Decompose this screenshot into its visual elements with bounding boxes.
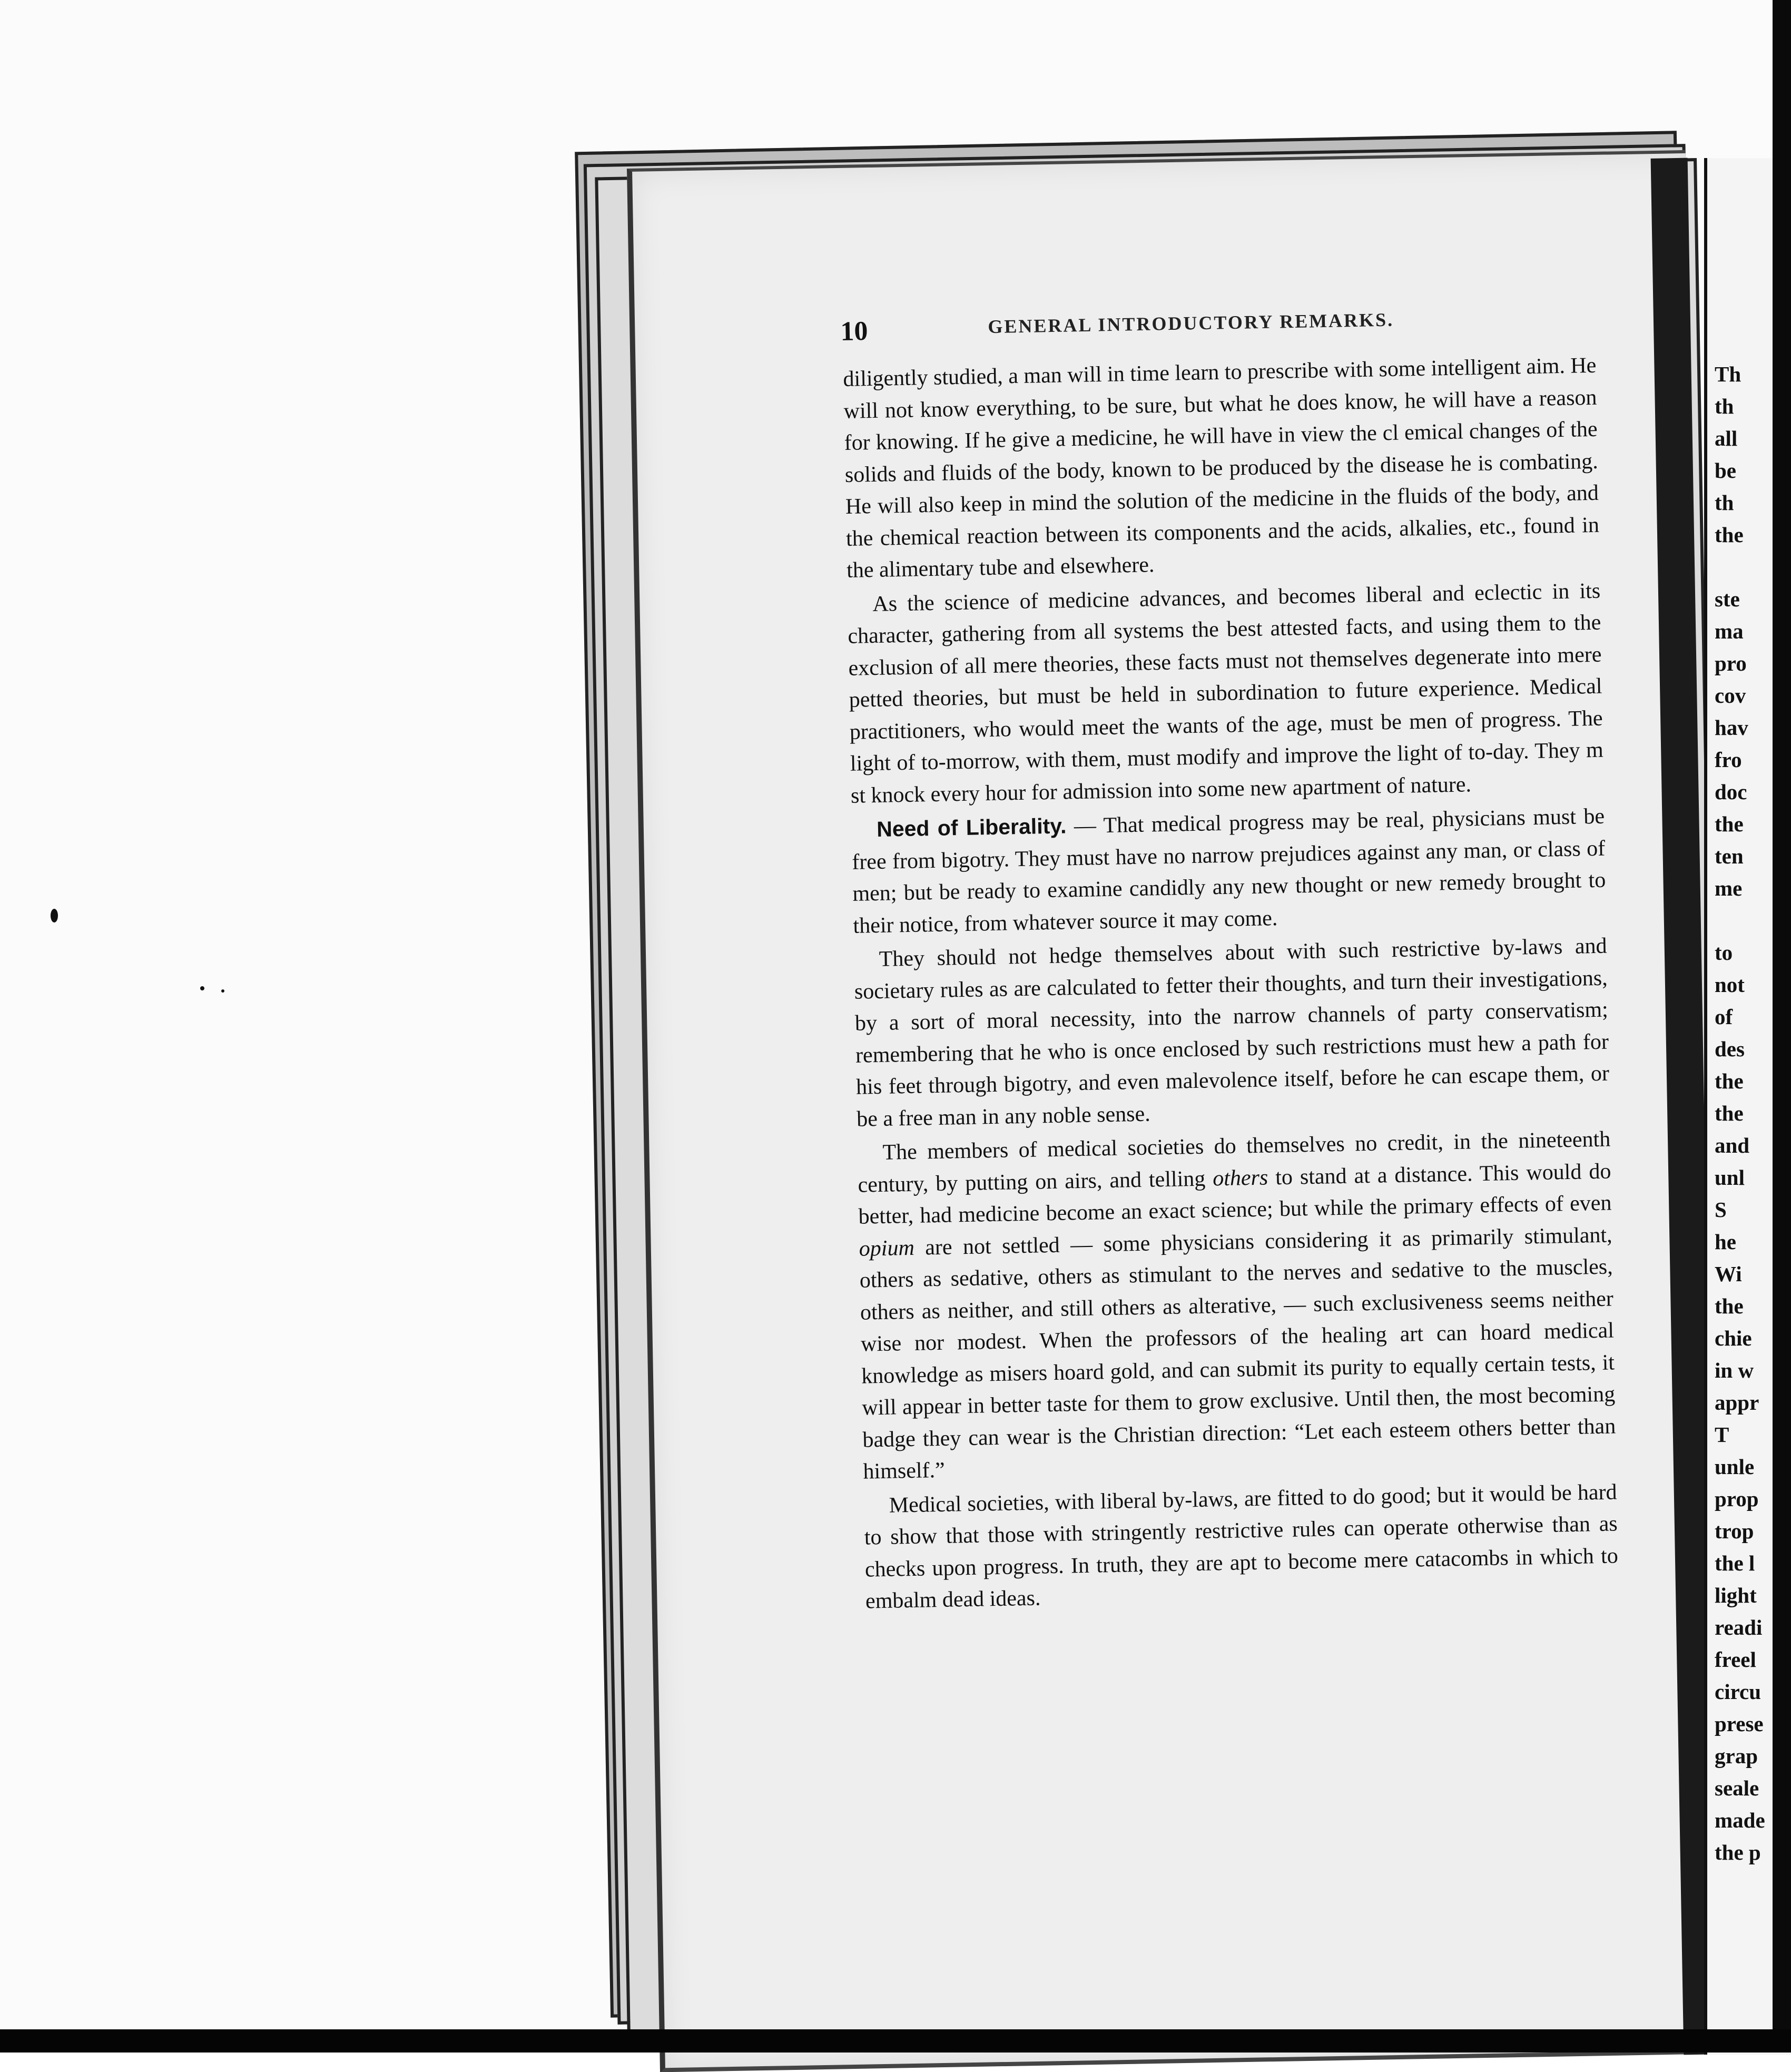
facing-page-line: unl [1715,1165,1745,1190]
facing-page-line: ste [1715,587,1740,611]
scan-speck [51,909,58,922]
facing-page-line: the [1715,1294,1744,1318]
facing-page-line: me [1715,876,1743,900]
scan-speck [200,986,204,990]
facing-page-line: the [1715,1101,1744,1125]
paragraph-4: They should not hedge themselves about with such restrictive by-laws and societary rules as are calculated to fetter their thoughts, and turn their investigations, by a sort of moral necessity, into the narrow channels of party conservatism; remembering that he who is once enclosed by such restrictions must hew a path for his feet through bigotry, and even malevolence itself, before he can escape them, or be a free man in any noble sense. [854,934,1610,1132]
facing-page-line: appr [1715,1390,1759,1415]
facing-page-line: T [1715,1422,1729,1447]
paragraph-5-part-a: The members of medical societies do themselves no credit, in the nineteenth century, by putting on airs, and telling [858,1127,1611,1197]
paragraph-5-part-b: to stand at a distance. This would do better, had medicine become an exact science; but while the primary effects of even [858,1159,1612,1229]
paragraph-2: As the science of medicine advances, and becomes liberal and eclectic in its character, gathering from all systems the best attested facts, and using them to the exclusion of all mere theories, these facts must not themselves degenerate into mere petted theories, but must be held in subordination to future experience. Medical practitioners, who would meet the wants of the age, must be men of progress. The light of to-morrow, with them, must modify and improve the light of to-day. They m st knock every hour for admission into some new apartment of nature. [848,578,1604,808]
facing-page-line: the [1715,812,1744,836]
paragraph-1: diligently studied, a man will in time learn to prescribe with some intelligent aim. He will not know everything, to be sure, but what he does know, he will have a reason for knowing. If he give a medicine, he will have in view the cl emical changes of the solids and fluids of the body, known to be produced by the disease he is combating. He will also keep in mind the solution of the medicine in the fluids of the body, and the chemical reaction between its components and the acids, alkalies, etc., found in the alimentary tube and elsewhere. [843,353,1600,583]
paragraph-5 [857,1124,1617,1488]
facing-page-line: prop [1715,1487,1759,1511]
scanner-edge-bottom [0,2029,1791,2053]
facing-page-line: trop [1715,1519,1754,1543]
facing-page-line: hav [1715,715,1748,740]
running-head: GENERAL INTRODUCTORY REMARKS. [988,309,1394,338]
emphasis-others: others [1212,1165,1268,1191]
facing-page-line: the l [1715,1551,1755,1575]
facing-page-line: cov [1715,683,1746,708]
facing-page-line: pro [1715,651,1747,675]
facing-page-line: readi [1715,1615,1763,1639]
facing-page-line: Wi [1715,1262,1742,1286]
paragraph-3 [851,800,1607,942]
facing-page-line: in w [1715,1358,1754,1382]
facing-page-line: to [1715,940,1733,965]
scan-speck [221,989,224,993]
facing-page-line: the p [1715,1840,1761,1864]
emphasis-opium: opium [859,1235,915,1261]
facing-page-line: fro [1715,748,1742,772]
facing-page-line: Th [1715,362,1741,386]
page-number: 10 [840,316,869,347]
facing-page-line: th [1715,490,1734,515]
facing-page-line: of [1715,1005,1733,1029]
paragraph-3-text: — That medical progress may be real, physicians must be free from bigotry. They must have no narrow prejudices against any man, or class of men; but be ready to examine candidly any new thought or new remedy brought to their notice, from whatever source it may come. [851,804,1606,938]
section-heading: Need of Liberality. [876,813,1067,841]
facing-page-line: the [1715,523,1744,547]
page-body [843,350,1619,1619]
facing-page-line: circu [1715,1680,1762,1704]
paragraph-5-part-c: are not settled — some physicians considering it as primarily stimulant, others as sedative, others as stimulant to the nerves and sedative to the muscles, others as neither, and still others as alterative, — such exclusiveness seems neither wise nor modest. When the professors of the healing art can hoard medical knowledge as misers hoard gold, and can submit its purity to equally certain tests, it will appear in better taste for them to grow exclusive. Until then, the most becoming badge they can wear is the Christian direction: “Let each esteem others better than himself.” [859,1223,1616,1484]
facing-page-line: chie [1715,1326,1752,1350]
facing-page-line: and [1715,1133,1750,1157]
facing-page-line: freel [1715,1647,1756,1672]
facing-page-line: prese [1715,1712,1764,1736]
paragraph-6: Medical societies, with liberal by-laws, are fitted to do good; but it would be hard to show that those with stringently restrictive rules can operate otherwise than as checks upon progress. In truth, they are apt to become mere catacombs in which to embalm dead ideas. [864,1479,1619,1614]
facing-page-line: ma [1715,619,1744,643]
facing-page-line: he [1715,1230,1736,1254]
facing-page-line: the [1715,1069,1744,1093]
facing-page-line: made [1715,1808,1765,1832]
facing-page-line: light [1715,1583,1757,1607]
facing-page-line: grap [1715,1744,1758,1768]
scanner-edge-right [1773,0,1791,2053]
facing-page-line: doc [1715,780,1747,804]
facing-page-line: unle [1715,1455,1755,1479]
facing-page-line: des [1715,1037,1745,1061]
facing-page-line: seale [1715,1776,1759,1800]
facing-page-line: th [1715,394,1734,418]
facing-page-line: not [1715,973,1745,997]
facing-page-line: ten [1715,844,1744,868]
facing-page-line: all [1715,426,1738,450]
facing-page-line: be [1715,458,1736,483]
facing-page-line: S [1715,1197,1727,1222]
